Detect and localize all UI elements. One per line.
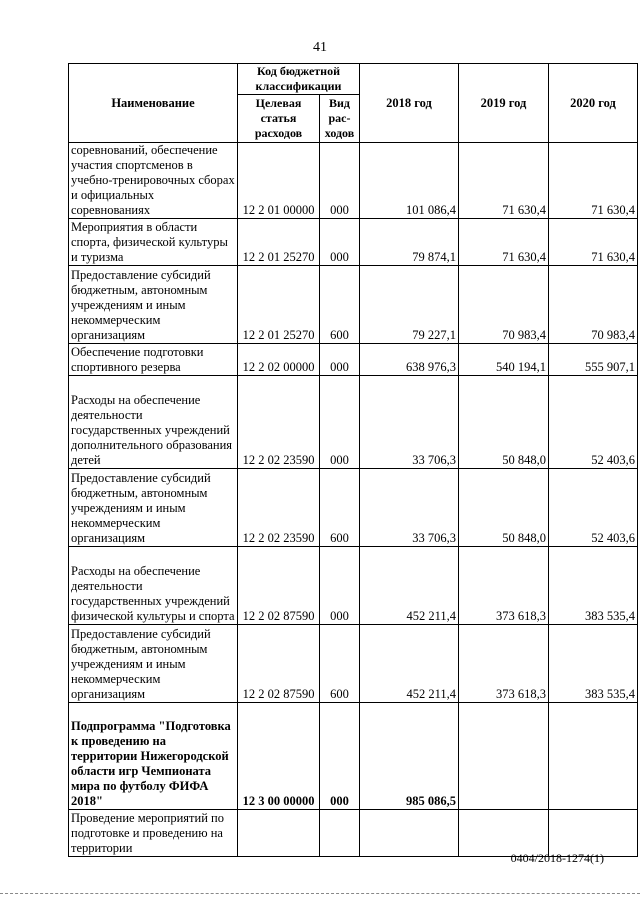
- row-code: 12 3 00 00000: [238, 703, 320, 810]
- row-2018: 452 211,4: [360, 625, 459, 703]
- row-2019: 71 630,4: [459, 219, 549, 266]
- row-2019: [459, 810, 549, 857]
- row-code: 12 2 02 87590: [238, 547, 320, 625]
- row-type: 000: [320, 547, 360, 625]
- table-row: [69, 219, 638, 266]
- row-2018: 985 086,5: [360, 703, 459, 810]
- row-type: 600: [320, 469, 360, 547]
- row-type: 000: [320, 219, 360, 266]
- row-type: [320, 810, 360, 857]
- header-2019: 2019 год: [459, 64, 549, 143]
- row-name: Мероприятия в области спорта, физической культуры и туризма: [69, 219, 238, 266]
- row-code: 12 2 01 00000: [238, 143, 320, 219]
- row-name: Предоставление субсидий бюджетным, автономным учреждениям и иным некоммерческим организациям: [69, 469, 238, 547]
- row-2020: 70 983,4: [549, 266, 638, 344]
- row-2018: 638 976,3: [360, 344, 459, 376]
- row-2020: 52 403,6: [549, 376, 638, 469]
- row-2018: 79 874,1: [360, 219, 459, 266]
- page-number: 41: [313, 40, 327, 55]
- scan-edge-line: [0, 893, 640, 894]
- budget-table: [68, 63, 638, 857]
- row-name: соревнований, обеспечение участия спортсменов в учебно-тренировочных сборах и официальных соревнованиях: [69, 143, 238, 219]
- row-name: Предоставление субсидий бюджетным, автономным учреждениям и иным некоммерческим организациям: [69, 625, 238, 703]
- row-name: Расходы на обеспечение деятельности государственных учреждений физической культуры и спорта: [69, 547, 238, 625]
- table-row: [69, 625, 638, 703]
- header-2018: 2018 год: [360, 64, 459, 143]
- table-row: [69, 810, 638, 857]
- header-name: Наименование: [69, 64, 238, 143]
- row-type: 600: [320, 625, 360, 703]
- row-2019: [459, 703, 549, 810]
- row-code: 12 2 02 23590: [238, 376, 320, 469]
- row-2019: 50 848,0: [459, 376, 549, 469]
- row-2019: 373 618,3: [459, 547, 549, 625]
- table-row: [69, 376, 638, 469]
- row-code: 12 2 02 23590: [238, 469, 320, 547]
- row-2018: 33 706,3: [360, 469, 459, 547]
- header-target: Целевая статья расходов: [238, 95, 320, 143]
- row-2020: 383 535,4: [549, 625, 638, 703]
- row-2020: 555 907,1: [549, 344, 638, 376]
- table-row: [69, 266, 638, 344]
- header-kbk: Код бюджетной классификации: [238, 64, 360, 95]
- row-2020: 71 630,4: [549, 143, 638, 219]
- row-2020: [549, 810, 638, 857]
- row-2020: 383 535,4: [549, 547, 638, 625]
- row-2019: 50 848,0: [459, 469, 549, 547]
- row-2018: [360, 810, 459, 857]
- row-2019: 540 194,1: [459, 344, 549, 376]
- table-row: [69, 143, 638, 219]
- row-2020: [549, 703, 638, 810]
- header-2020: 2020 год: [549, 64, 638, 143]
- row-name: Расходы на обеспечение деятельности государственных учреждений дополнительного образования детей: [69, 376, 238, 469]
- row-type: 000: [320, 703, 360, 810]
- header-type: Вид рас-ходов: [320, 95, 360, 143]
- row-code: 12 2 02 87590: [238, 625, 320, 703]
- row-code: 12 2 01 25270: [238, 219, 320, 266]
- row-name: Предоставление субсидий бюджетным, автономным учреждениям и иным некоммерческим организациям: [69, 266, 238, 344]
- row-code: [238, 810, 320, 857]
- row-2018: 33 706,3: [360, 376, 459, 469]
- row-name: Подпрограмма "Подготовка к проведению на территории Нижегородской области игр Чемпионата мира по футболу ФИФА 2018": [69, 703, 238, 810]
- table-row: [69, 344, 638, 376]
- row-name: Проведение мероприятий по подготовке и проведению на территории: [69, 810, 238, 857]
- row-2018: 79 227,1: [360, 266, 459, 344]
- table-row: [69, 469, 638, 547]
- row-2018: 101 086,4: [360, 143, 459, 219]
- table-row: [69, 547, 638, 625]
- row-2020: 52 403,6: [549, 469, 638, 547]
- row-code: 12 2 01 25270: [238, 266, 320, 344]
- row-type: 000: [320, 344, 360, 376]
- row-name: Обеспечение подготовки спортивного резерва: [69, 344, 238, 376]
- row-2019: 373 618,3: [459, 625, 549, 703]
- document-code: 0404/2018-1274(1): [510, 851, 604, 865]
- row-2019: 70 983,4: [459, 266, 549, 344]
- row-type: 600: [320, 266, 360, 344]
- table-row-subprogram: [69, 703, 638, 810]
- row-2020: 71 630,4: [549, 219, 638, 266]
- row-2019: 71 630,4: [459, 143, 549, 219]
- row-type: 000: [320, 376, 360, 469]
- row-2018: 452 211,4: [360, 547, 459, 625]
- row-type: 000: [320, 143, 360, 219]
- row-code: 12 2 02 00000: [238, 344, 320, 376]
